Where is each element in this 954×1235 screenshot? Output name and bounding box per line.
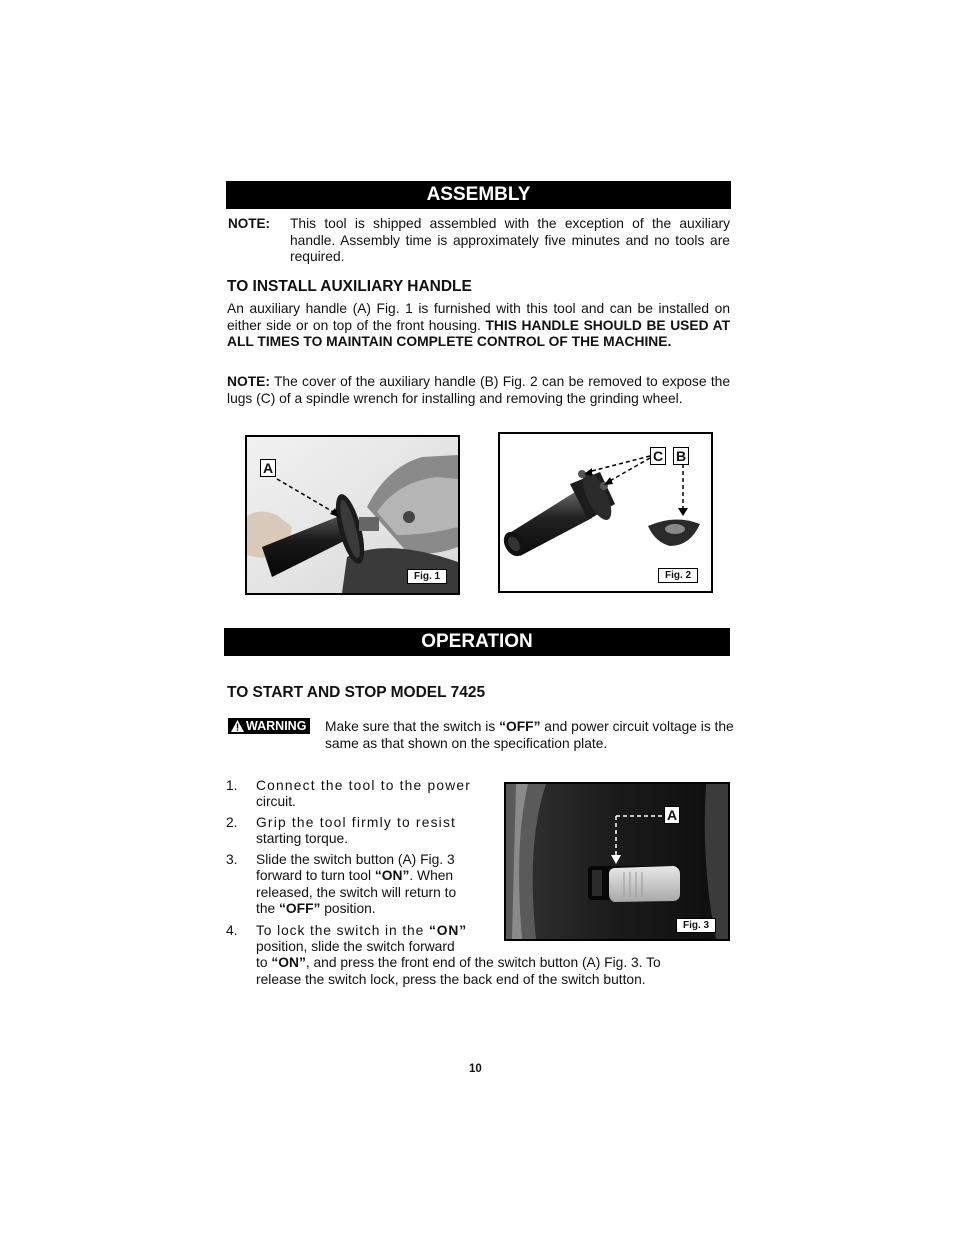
figure-2-label: Fig. 2	[658, 568, 698, 583]
figure-2-callout-c: C	[650, 447, 666, 465]
step-4-a1: To lock the switch in the	[256, 923, 429, 938]
install-para1-bold: THIS HANDLE SHOULD BE USED AT ALL TIMES TO MAINTAIN COMPLETE CONTROL OF THE MACHINE.	[227, 317, 731, 350]
assembly-header: ASSEMBLY	[226, 181, 731, 209]
warning-post: and power circuit voltage is the same as that shown on the specification plate.	[325, 719, 734, 751]
install-paragraph-2	[227, 374, 730, 407]
step-3-d1: the	[256, 901, 280, 916]
operation-title: TO START AND STOP MODEL 7425	[227, 684, 486, 701]
step-4-c2: , and press the front end of the switch button (A) Fig. 3. To	[305, 955, 661, 970]
install-paragraph-1	[227, 301, 730, 351]
page-number: 10	[469, 1063, 482, 1075]
step-3-line-3: released, the switch will return to	[256, 885, 457, 900]
step-3-d2: position.	[320, 901, 376, 916]
install-para2-label: NOTE:	[227, 374, 270, 389]
figure-1-label: Fig. 1	[407, 569, 447, 584]
figure-3-illustration	[506, 784, 728, 939]
step-2-line-1: Grip the tool firmly to resist	[256, 815, 457, 830]
step-4-on: “ON”	[428, 923, 468, 938]
step-4-number: 4.	[226, 923, 238, 938]
step-1-line-2: circuit.	[256, 794, 296, 809]
figure-1	[245, 435, 460, 595]
figure-3-callout-a: A	[664, 806, 680, 824]
step-4-line-3	[256, 955, 730, 972]
step-1-line-1: Connect the tool to the power	[256, 778, 472, 793]
install-title: TO INSTALL AUXILIARY HANDLE	[227, 278, 472, 295]
step-3-line-1: Slide the switch button (A) Fig. 3	[256, 852, 455, 867]
install-para1-plain: An auxiliary handle (A) Fig. 1 is furnished with this tool and can be installed on either side or on top of the front housing.	[227, 301, 730, 333]
warning-off: “OFF”	[499, 719, 541, 734]
figure-2	[498, 432, 713, 593]
step-3-line-2	[256, 868, 486, 885]
figure-1-callout-a: A	[260, 459, 276, 477]
warning-badge-label: WARNING	[246, 719, 307, 733]
warning-badge	[228, 718, 310, 734]
step-3-line-4	[256, 901, 376, 918]
step-4-line-4: release the switch lock, press the back end of the switch button.	[256, 972, 646, 987]
step-4-c1: to	[256, 955, 272, 970]
step-2-line-2: starting torque.	[256, 831, 349, 846]
operation-header: OPERATION	[224, 628, 730, 656]
step-3-number: 3.	[226, 852, 238, 867]
figure-3	[504, 782, 730, 941]
step-4-on-2: “ON”	[271, 955, 306, 970]
assembly-note-text: This tool is shipped assembled with the exception of the auxiliary handle. Assembly time is approximately five minutes and no tools are required.	[290, 216, 730, 265]
figure-3-label: Fig. 3	[676, 918, 716, 933]
warning-pre: Make sure that the switch is	[325, 719, 500, 734]
step-4-line-2: position, slide the switch forward	[256, 939, 455, 954]
step-3-b1: forward to turn tool	[256, 868, 375, 883]
step-3-off: “OFF”	[279, 901, 321, 916]
step-3-b2: . When	[409, 868, 454, 883]
step-3-on: “ON”	[374, 868, 410, 883]
step-1-number: 1.	[226, 778, 238, 793]
warning-text	[325, 719, 735, 752]
warning-triangle-icon	[231, 720, 244, 732]
install-para2-text: The cover of the auxiliary handle (B) Fig. 2 can be removed to expose the lugs (C) of a spindle wrench for installing and removing the grinding wheel.	[227, 374, 730, 406]
assembly-note-label: NOTE:	[228, 216, 270, 231]
step-4-line-1	[256, 923, 488, 940]
figure-2-callout-b: B	[673, 447, 689, 465]
step-2-number: 2.	[226, 815, 238, 830]
